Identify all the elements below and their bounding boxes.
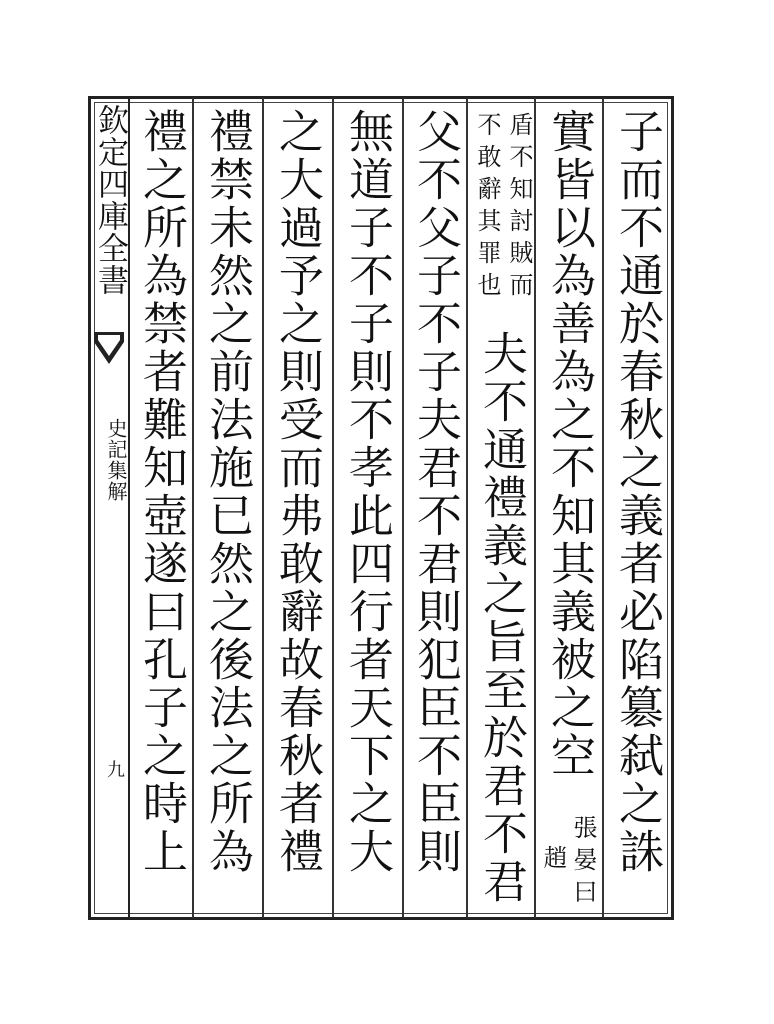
annotation-zhangyan: 張晏曰 [569,815,597,911]
column-rule [332,98,334,918]
column-rule [192,98,194,918]
text-column-3: 夫不通禮義之旨至於君不君 [475,330,528,906]
text-column-7: 禮禁未然之前法施已然之後法之所為 [201,108,254,876]
text-column-4: 父不父子不子夫君不君則犯臣不臣則 [409,108,462,876]
text-column-6: 之大過予之則受而弗敢辭故春秋者禮 [271,108,324,876]
text-column-2: 實皆以為善為之不知其義被之空 [543,108,596,780]
column-rule [262,98,264,918]
annotation-zhao: 趙 [539,845,567,877]
fish-tail-mark-icon [92,330,126,366]
text-column-5: 無道子不子則不孝此四行者天下之大 [341,108,394,876]
annotation-line-2: 不敢辭其罪也 [473,112,501,304]
column-rule [534,98,536,918]
column-rule [602,98,604,918]
page-number: 九 [104,760,125,778]
book-title: 史記集解 [104,418,128,502]
text-column-1: 子而不通於春秋之義者必陷簒弑之誅 [611,108,664,876]
text-column-8: 禮之所為禁者難知壺遂曰孔子之時上 [135,108,188,876]
column-rule [466,98,468,918]
annotation-line-1: 盾不知討賊而 [505,112,533,304]
collection-title: 欽定四庫全書 [92,104,128,296]
